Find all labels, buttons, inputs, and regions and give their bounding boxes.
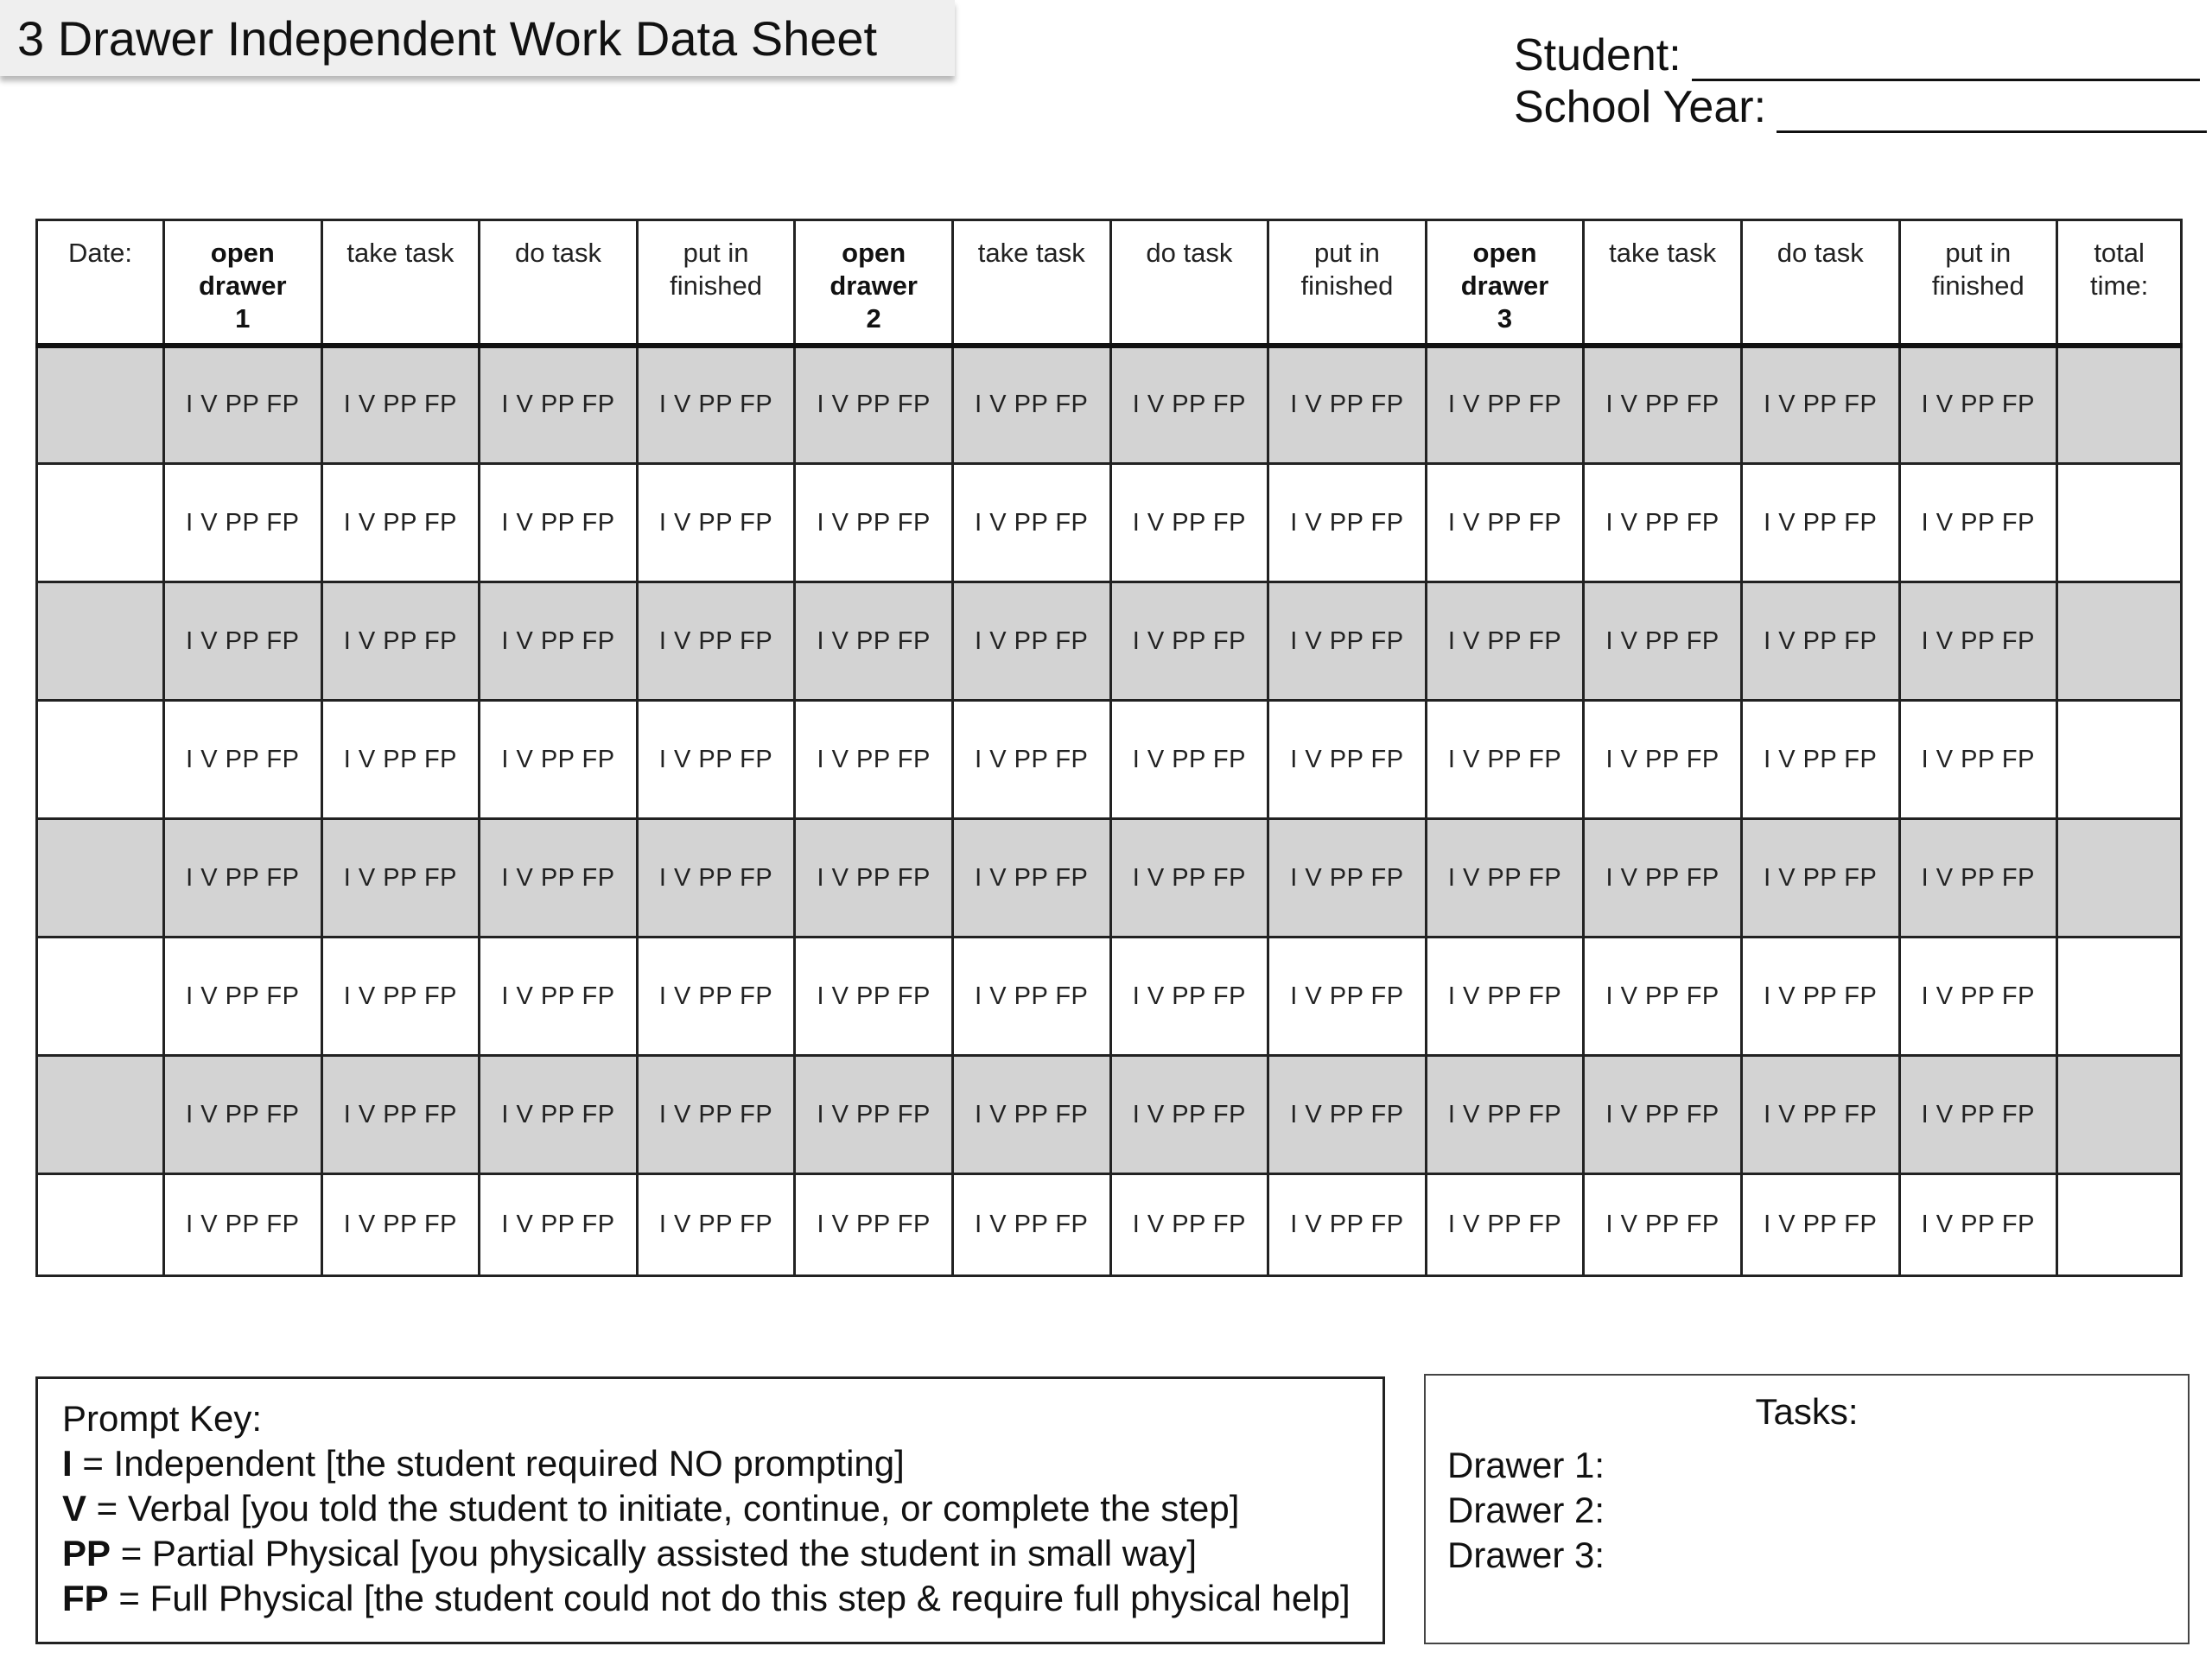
table-row bbox=[37, 1174, 2182, 1276]
prompt-level-cell[interactable]: I V PP FP bbox=[1899, 1056, 2057, 1174]
prompt-level-cell[interactable]: I V PP FP bbox=[321, 1174, 480, 1276]
prompt-level-cell[interactable]: I V PP FP bbox=[1899, 938, 2057, 1056]
prompt-level-cell[interactable]: I V PP FP bbox=[164, 819, 322, 938]
tasks-heading: Tasks: bbox=[1755, 1391, 1859, 1432]
prompt-key-description: = Full Physical [the student could not do this step & require full physical help] bbox=[108, 1578, 1351, 1618]
total-time-cell[interactable] bbox=[2057, 819, 2182, 938]
column-header-line: 1 bbox=[235, 303, 251, 334]
prompt-level-cell[interactable]: I V PP FP bbox=[164, 582, 322, 701]
prompt-level-cell[interactable]: I V PP FP bbox=[952, 938, 1110, 1056]
prompt-level-cell[interactable]: I V PP FP bbox=[1584, 1174, 1742, 1276]
prompt-key-item bbox=[62, 1576, 1382, 1621]
table-row bbox=[37, 464, 2182, 582]
prompt-level-cell[interactable]: I V PP FP bbox=[1426, 701, 1584, 819]
prompt-level-cell[interactable]: I V PP FP bbox=[637, 938, 795, 1056]
prompt-level-cell[interactable]: I V PP FP bbox=[1426, 1056, 1584, 1174]
prompt-level-cell[interactable]: I V PP FP bbox=[1110, 346, 1268, 464]
school-year-blank[interactable] bbox=[1777, 91, 2207, 133]
prompt-key-description: = Partial Physical [you physically assisted the student in small way] bbox=[111, 1533, 1198, 1573]
column-header bbox=[1426, 220, 1584, 346]
prompt-key-description: = Verbal [you told the student to initiate, continue, or complete the step] bbox=[86, 1488, 1240, 1529]
prompt-level-cell[interactable]: I V PP FP bbox=[1426, 582, 1584, 701]
drawer-task-line[interactable]: Drawer 3: bbox=[1447, 1535, 1605, 1575]
prompt-level-cell[interactable]: I V PP FP bbox=[1110, 701, 1268, 819]
prompt-level-cell[interactable]: I V PP FP bbox=[480, 464, 638, 582]
column-header-line: take task bbox=[346, 238, 454, 268]
total-time-cell[interactable] bbox=[2057, 1174, 2182, 1276]
prompt-level-cell[interactable]: I V PP FP bbox=[1426, 464, 1584, 582]
prompt-key-code: V bbox=[62, 1488, 87, 1529]
prompt-level-cell[interactable]: I V PP FP bbox=[164, 701, 322, 819]
column-header-line: finished bbox=[1300, 270, 1394, 301]
column-header bbox=[1584, 220, 1742, 346]
prompt-level-cell[interactable]: I V PP FP bbox=[480, 346, 638, 464]
prompt-level-cell[interactable]: I V PP FP bbox=[952, 819, 1110, 938]
prompt-level-cell[interactable]: I V PP FP bbox=[164, 938, 322, 1056]
prompt-level-cell[interactable]: I V PP FP bbox=[952, 346, 1110, 464]
prompt-key-description: = Independent [the student required NO prompting] bbox=[72, 1443, 905, 1484]
prompt-level-cell[interactable]: I V PP FP bbox=[321, 582, 480, 701]
prompt-level-cell[interactable]: I V PP FP bbox=[1899, 346, 2057, 464]
student-label: Student: bbox=[1514, 30, 1681, 80]
prompt-level-cell[interactable]: I V PP FP bbox=[1899, 819, 2057, 938]
total-time-cell[interactable] bbox=[2057, 1056, 2182, 1174]
prompt-level-cell[interactable]: I V PP FP bbox=[164, 1174, 322, 1276]
prompt-level-cell[interactable]: I V PP FP bbox=[164, 1056, 322, 1174]
column-header bbox=[1899, 220, 2057, 346]
prompt-level-cell[interactable]: I V PP FP bbox=[795, 1174, 953, 1276]
prompt-level-cell[interactable]: I V PP FP bbox=[1741, 582, 1899, 701]
prompt-level-cell[interactable]: I V PP FP bbox=[1268, 701, 1427, 819]
column-header-line: 3 bbox=[1497, 303, 1513, 334]
column-header-line: open bbox=[1472, 238, 1537, 268]
prompt-key-item bbox=[62, 1441, 1382, 1486]
column-header-line: put in bbox=[683, 238, 749, 268]
drawer-task-line[interactable]: Drawer 1: bbox=[1447, 1445, 1605, 1485]
prompt-level-cell[interactable]: I V PP FP bbox=[637, 1174, 795, 1276]
column-header bbox=[164, 220, 322, 346]
prompt-level-cell[interactable]: I V PP FP bbox=[321, 819, 480, 938]
prompt-level-cell[interactable]: I V PP FP bbox=[480, 1056, 638, 1174]
date-cell[interactable] bbox=[37, 1056, 164, 1174]
table-row bbox=[37, 582, 2182, 701]
prompt-level-cell[interactable]: I V PP FP bbox=[321, 346, 480, 464]
prompt-level-cell[interactable]: I V PP FP bbox=[164, 464, 322, 582]
prompt-level-cell[interactable]: I V PP FP bbox=[952, 1174, 1110, 1276]
date-cell[interactable] bbox=[37, 819, 164, 938]
total-time-cell[interactable] bbox=[2057, 346, 2182, 464]
prompt-level-cell[interactable]: I V PP FP bbox=[1741, 938, 1899, 1056]
column-header-line: drawer bbox=[1460, 270, 1549, 301]
column-header bbox=[637, 220, 795, 346]
prompt-level-cell[interactable]: I V PP FP bbox=[480, 1174, 638, 1276]
prompt-level-cell[interactable]: I V PP FP bbox=[1426, 1174, 1584, 1276]
column-header-line: take task bbox=[1609, 238, 1717, 268]
prompt-level-cell[interactable]: I V PP FP bbox=[1741, 464, 1899, 582]
prompt-level-cell[interactable]: I V PP FP bbox=[321, 464, 480, 582]
prompt-level-cell[interactable]: I V PP FP bbox=[637, 819, 795, 938]
column-header bbox=[1741, 220, 1899, 346]
column-header bbox=[795, 220, 953, 346]
prompt-level-cell[interactable]: I V PP FP bbox=[480, 701, 638, 819]
column-header-line: do task bbox=[1777, 238, 1864, 268]
column-header-line: finished bbox=[670, 270, 762, 301]
prompt-level-cell[interactable]: I V PP FP bbox=[1426, 346, 1584, 464]
table-row bbox=[37, 346, 2182, 464]
prompt-level-cell[interactable]: I V PP FP bbox=[1899, 701, 2057, 819]
student-info bbox=[1514, 29, 2207, 133]
prompt-level-cell[interactable]: I V PP FP bbox=[321, 1056, 480, 1174]
column-header-line: put in bbox=[1314, 238, 1380, 268]
prompt-level-cell[interactable]: I V PP FP bbox=[1110, 464, 1268, 582]
prompt-level-cell[interactable]: I V PP FP bbox=[1584, 938, 1742, 1056]
total-time-cell[interactable] bbox=[2057, 464, 2182, 582]
school-year-label: School Year: bbox=[1514, 82, 1767, 132]
column-header-line: total bbox=[2094, 238, 2145, 268]
prompt-level-cell[interactable]: I V PP FP bbox=[1268, 1174, 1427, 1276]
date-cell[interactable] bbox=[37, 346, 164, 464]
column-header-line: do task bbox=[1146, 238, 1233, 268]
prompt-level-cell[interactable]: I V PP FP bbox=[1584, 346, 1742, 464]
prompt-level-cell[interactable]: I V PP FP bbox=[321, 938, 480, 1056]
column-header-line: open bbox=[842, 238, 906, 268]
prompt-level-cell[interactable]: I V PP FP bbox=[795, 819, 953, 938]
prompt-level-cell[interactable]: I V PP FP bbox=[1741, 701, 1899, 819]
table-row bbox=[37, 819, 2182, 938]
prompt-level-cell[interactable]: I V PP FP bbox=[795, 701, 953, 819]
student-line bbox=[1514, 29, 2207, 81]
column-header-line: Date: bbox=[67, 238, 133, 268]
total-time-cell[interactable] bbox=[2057, 582, 2182, 701]
prompt-level-cell[interactable]: I V PP FP bbox=[1268, 582, 1427, 701]
column-header-line: finished bbox=[1931, 270, 2024, 301]
prompt-level-cell[interactable]: I V PP FP bbox=[1584, 819, 1742, 938]
prompt-level-cell[interactable]: I V PP FP bbox=[1426, 819, 1584, 938]
prompt-level-cell[interactable]: I V PP FP bbox=[480, 819, 638, 938]
date-cell[interactable] bbox=[37, 1174, 164, 1276]
date-cell[interactable] bbox=[37, 701, 164, 819]
prompt-level-cell[interactable]: I V PP FP bbox=[1268, 1056, 1427, 1174]
prompt-level-cell[interactable]: I V PP FP bbox=[1899, 1174, 2057, 1276]
prompt-level-cell[interactable]: I V PP FP bbox=[1268, 938, 1427, 1056]
title-banner bbox=[0, 0, 955, 76]
column-header-line: take task bbox=[977, 238, 1085, 268]
prompt-level-cell[interactable]: I V PP FP bbox=[795, 464, 953, 582]
prompt-level-cell[interactable]: I V PP FP bbox=[952, 1056, 1110, 1174]
total-time-cell[interactable] bbox=[2057, 938, 2182, 1056]
drawer-task-line[interactable]: Drawer 2: bbox=[1447, 1490, 1605, 1530]
prompt-key-code: FP bbox=[62, 1578, 109, 1618]
column-header-line: open bbox=[210, 238, 275, 268]
prompt-level-cell[interactable]: I V PP FP bbox=[1110, 819, 1268, 938]
total-time-cell[interactable] bbox=[2057, 701, 2182, 819]
column-header bbox=[2057, 220, 2182, 346]
header-row bbox=[37, 220, 2182, 346]
column-header bbox=[37, 220, 164, 346]
prompt-level-cell[interactable]: I V PP FP bbox=[164, 346, 322, 464]
prompt-level-cell[interactable]: I V PP FP bbox=[1899, 582, 2057, 701]
prompt-level-cell[interactable]: I V PP FP bbox=[1741, 1174, 1899, 1276]
student-name-blank[interactable] bbox=[1692, 39, 2200, 81]
prompt-level-cell[interactable]: I V PP FP bbox=[1268, 819, 1427, 938]
prompt-level-cell[interactable]: I V PP FP bbox=[1584, 1056, 1742, 1174]
date-cell[interactable] bbox=[37, 464, 164, 582]
prompt-level-cell[interactable]: I V PP FP bbox=[952, 464, 1110, 582]
prompt-level-cell[interactable]: I V PP FP bbox=[795, 582, 953, 701]
date-cell[interactable] bbox=[37, 582, 164, 701]
prompt-level-cell[interactable]: I V PP FP bbox=[637, 464, 795, 582]
prompt-level-cell[interactable]: I V PP FP bbox=[1741, 819, 1899, 938]
prompt-key-code: PP bbox=[62, 1533, 111, 1573]
tasks-box bbox=[1424, 1374, 2190, 1644]
prompt-level-cell[interactable]: I V PP FP bbox=[1741, 346, 1899, 464]
prompt-level-cell[interactable]: I V PP FP bbox=[1110, 582, 1268, 701]
column-header-line: drawer bbox=[198, 270, 287, 301]
prompt-level-cell[interactable]: I V PP FP bbox=[637, 701, 795, 819]
school-year-line bbox=[1514, 81, 2207, 133]
prompt-key-box bbox=[35, 1376, 1385, 1644]
prompt-level-cell[interactable]: I V PP FP bbox=[1584, 582, 1742, 701]
prompt-level-cell[interactable]: I V PP FP bbox=[321, 701, 480, 819]
column-header-line: 2 bbox=[866, 303, 881, 334]
prompt-level-cell[interactable]: I V PP FP bbox=[1426, 938, 1584, 1056]
prompt-key-item bbox=[62, 1486, 1382, 1531]
column-header-line: drawer bbox=[830, 270, 918, 301]
prompt-level-cell[interactable]: I V PP FP bbox=[952, 582, 1110, 701]
prompt-level-cell[interactable]: I V PP FP bbox=[1741, 1056, 1899, 1174]
prompt-level-cell[interactable]: I V PP FP bbox=[1110, 1174, 1268, 1276]
column-header bbox=[1268, 220, 1427, 346]
prompt-level-cell[interactable]: I V PP FP bbox=[637, 582, 795, 701]
prompt-level-cell[interactable]: I V PP FP bbox=[795, 1056, 953, 1174]
date-cell[interactable] bbox=[37, 938, 164, 1056]
prompt-level-cell[interactable]: I V PP FP bbox=[952, 701, 1110, 819]
column-header bbox=[952, 220, 1110, 346]
page-title: 3 Drawer Independent Work Data Sheet bbox=[17, 10, 878, 66]
column-header-line: put in bbox=[1945, 238, 2012, 268]
prompt-level-cell[interactable]: I V PP FP bbox=[795, 938, 953, 1056]
table-row bbox=[37, 701, 2182, 819]
prompt-key-code: I bbox=[62, 1443, 73, 1484]
prompt-level-cell[interactable]: I V PP FP bbox=[1268, 464, 1427, 582]
column-header bbox=[480, 220, 638, 346]
table-row bbox=[37, 1056, 2182, 1174]
prompt-level-cell[interactable]: I V PP FP bbox=[1268, 346, 1427, 464]
prompt-level-cell[interactable]: I V PP FP bbox=[1899, 464, 2057, 582]
prompt-level-cell[interactable]: I V PP FP bbox=[1584, 701, 1742, 819]
column-header bbox=[1110, 220, 1268, 346]
column-header-line: do task bbox=[515, 238, 601, 268]
prompt-level-cell[interactable]: I V PP FP bbox=[795, 346, 953, 464]
prompt-level-cell[interactable]: I V PP FP bbox=[1584, 464, 1742, 582]
prompt-level-cell[interactable]: I V PP FP bbox=[637, 1056, 795, 1174]
prompt-level-cell[interactable]: I V PP FP bbox=[480, 582, 638, 701]
data-table bbox=[35, 219, 2183, 1277]
prompt-level-cell[interactable]: I V PP FP bbox=[637, 346, 795, 464]
prompt-key-heading: Prompt Key: bbox=[62, 1398, 263, 1439]
table-row bbox=[37, 938, 2182, 1056]
prompt-level-cell[interactable]: I V PP FP bbox=[480, 938, 638, 1056]
prompt-key-item bbox=[62, 1531, 1382, 1576]
column-header-line: time: bbox=[2090, 270, 2149, 301]
column-header bbox=[321, 220, 480, 346]
prompt-level-cell[interactable]: I V PP FP bbox=[1110, 938, 1268, 1056]
prompt-level-cell[interactable]: I V PP FP bbox=[1110, 1056, 1268, 1174]
